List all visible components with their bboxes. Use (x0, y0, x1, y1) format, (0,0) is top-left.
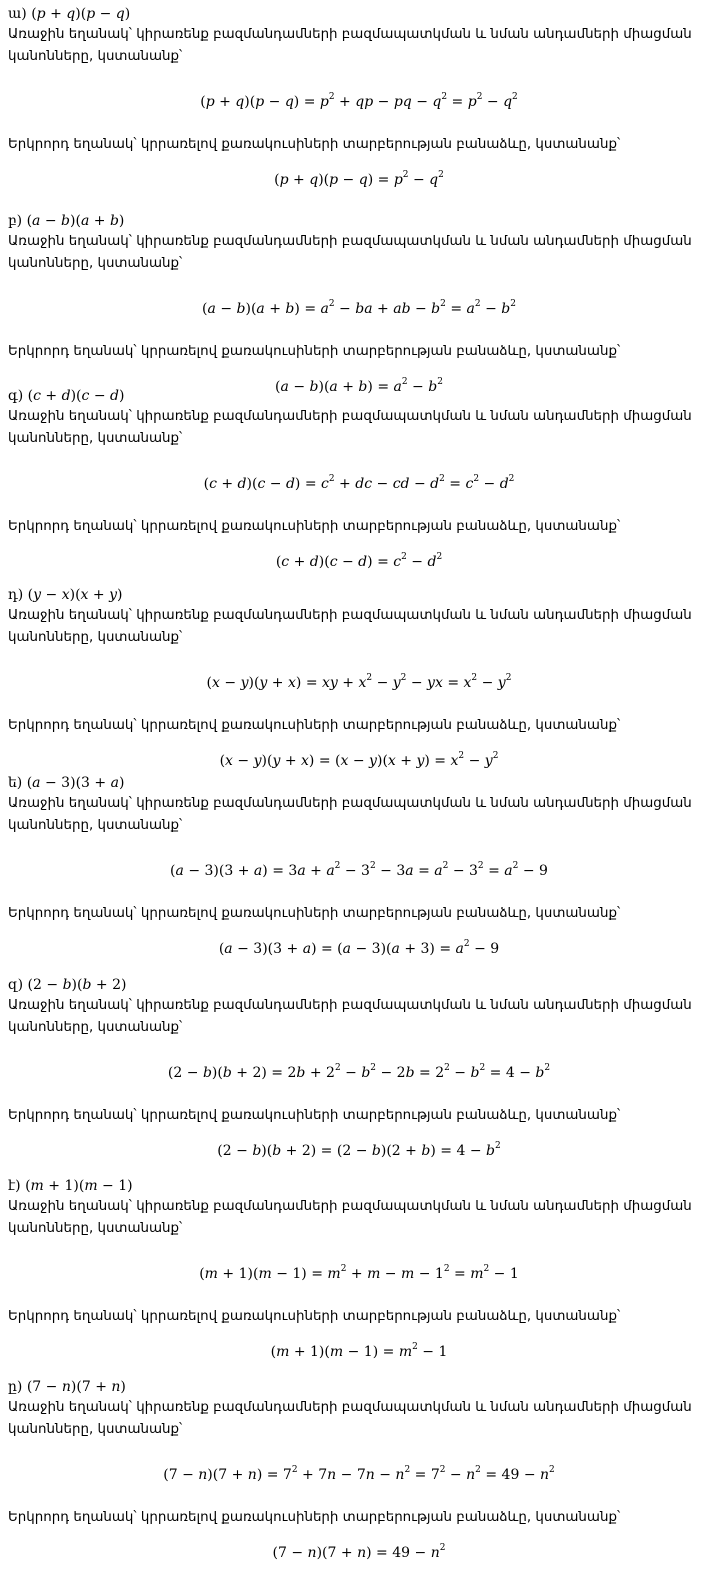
problem-block (0, 387, 718, 587)
method1-intro: Առաջին եղանակ՝ կիրառենք բազմանդամների բազմապատկման և նման անդամների միացման կանոնները, կստանանք՝ (8, 998, 692, 1035)
method1-intro: Առաջին եղանակ՝ կիրառենք բազմանդամների բազմապատկման և նման անդամների միացման կանոնները, կստանանք՝ (8, 27, 692, 64)
problem-heading (8, 976, 126, 994)
problem-label: դ) (8, 587, 28, 603)
problem-block (0, 1177, 718, 1377)
problem-label: բ) (8, 213, 27, 229)
method1-intro: Առաջին եղանակ՝ կիրառենք բազմանդամների բազմապատկման և նման անդամների միացման կանոնները, կստանանք՝ (8, 234, 692, 271)
problem-expression: (7 − n)(7 + n) (26, 1379, 126, 1395)
method1-intro: Առաջին եղանակ՝ կիրառենք բազմանդամների բազմապատկման և նման անդամների միացման կանոնները, կստանանք՝ (8, 796, 692, 833)
method1-equation: $(a - 3)(3 + a) = 3a + a^2 - 3^2 - 3a = a^2 - 3^2 = a^2 - 9$ (170, 861, 548, 879)
method2-equation: $(a - b)(a + b) = a^2 - b^2$ (275, 377, 443, 395)
problem-expression: (c + d)(c − d) (27, 388, 125, 404)
method2-intro: Երկրորդ եղանակ՝ կրրառելով քառակուսիների տարբերության բանաձևը, կստանանք՝ (8, 1510, 621, 1525)
problem-heading (8, 1177, 133, 1195)
method1-intro: Առաջին եղանակ՝ կիրառենք բազմանդամների բազմապատկման և նման անդամների միացման կանոնները, կստանանք՝ (8, 1400, 692, 1437)
problem-expression: (y − x)(x + y) (27, 587, 123, 603)
method2-intro: Երկրորդ եղանակ՝ կրրառելով քառակուսիների տարբերության բանաձևը, կստանանք՝ (8, 906, 621, 921)
problem-label: ա) (8, 6, 32, 22)
problem-heading (8, 774, 124, 792)
method2-intro: Երկրորդ եղանակ՝ կրրառելով քառակուսիների տարբերության բանաձևը, կստանանք՝ (8, 519, 621, 534)
method1-equation: $(2 - b)(b + 2) = 2b + 2^2 - b^2 - 2b = 2^2 - b^2 = 4 - b^2$ (167, 1063, 551, 1081)
method2-equation: $(c + d)(c - d) = c^2 - d^2$ (275, 552, 443, 570)
method1-equation: $(a - b)(a + b) = a^2$ − ba + ab − $b^2 = a^2 - b^2$ (202, 299, 516, 317)
method2-equation: $(7 - n)(7 + n) = 49 - n^2$ (272, 1543, 446, 1561)
problem-block (0, 5, 718, 205)
method1-intro: Առաջին եղանակ՝ կիրառենք բազմանդամների բազմապատկման և նման անդամների միացման կանոնները, կստանանք՝ (8, 1199, 692, 1236)
method1-intro: Առաջին եղանակ՝ կիրառենք բազմանդամների բազմապատկման և նման անդամների միացման կանոնները, կստանանք՝ (8, 608, 692, 645)
method1-equation: $(m + 1)(m - 1) = m^2 + m - m - 1^2 = m^2 - 1$ (199, 1264, 519, 1282)
method2-equation: $(2 - b)(b + 2) = (2 - b)(2 + b) = 4 - b^2$ (217, 1141, 501, 1159)
method1-equation: $(p + q)(p - q) = p^2$ + qp − pq − $q^2 = p^2 - q^2$ (200, 92, 518, 110)
method2-intro: Երկրորդ եղանակ՝ կրրառելով քառակուսիների տարբերության բանաձևը, կստանանք՝ (8, 344, 621, 359)
method1-equation: (x − y)(y + x) = xy + $x^2 - y^2$ − yx = $x^2 - y^2$ (206, 673, 512, 691)
problem-block (0, 212, 718, 412)
problem-expression: (a − b)(a + b) (26, 213, 125, 229)
method2-equation: $(x - y)(y + x) = (x - y)(x + y) = x^2 - y^2$ (219, 751, 499, 769)
problem-expression: (a − 3)(3 + a) (26, 775, 125, 791)
problem-label: գ) (8, 388, 28, 404)
problem-heading (8, 586, 122, 604)
problem-block (0, 976, 718, 1176)
problem-label: ը) (8, 1379, 27, 1395)
method1-equation: $(7 - n)(7 + n) = 7^2 + 7n - 7n - n^2 = 7^2 - n^2 = 49 - n^2$ (163, 1465, 555, 1483)
method2-equation: $(a - 3)(3 + a) = (a - 3)(a + 3) = a^2 - 9$ (218, 939, 500, 957)
problem-expression: (m + 1)(m − 1) (25, 1178, 133, 1194)
method1-intro: Առաջին եղանակ՝ կիրառենք բազմանդամների բազմապատկման և նման անդամների միացման կանոնները, կստանանք՝ (8, 409, 692, 446)
method2-equation: $(m + 1)(m - 1) = m^2 - 1$ (270, 1342, 448, 1360)
problem-label: զ) (8, 977, 28, 993)
method2-intro: Երկրորդ եղանակ՝ կրրառելով քառակուսիների տարբերության բանաձևը, կստանանք՝ (8, 137, 621, 152)
method2-intro: Երկրորդ եղանակ՝ կրրառելով քառակուսիների տարբերության բանաձևը, կստանանք՝ (8, 718, 621, 733)
method2-equation: $(p + q)(p - q) = p^2 - q^2$ (274, 170, 444, 188)
method2-intro: Երկրորդ եղանակ՝ կրրառելով քառակուսիների տարբերության բանաձևը, կստանանք՝ (8, 1309, 621, 1324)
problem-heading (8, 5, 130, 23)
problem-label: ե) (8, 775, 27, 791)
problem-label: է) (8, 1178, 26, 1194)
problem-heading (8, 1378, 126, 1396)
problem-block (0, 1378, 718, 1578)
problem-expression: (2 − b)(b + 2) (27, 977, 127, 993)
problem-block (0, 774, 718, 974)
problem-block (0, 586, 718, 786)
problem-heading (8, 387, 124, 405)
method1-equation: $(c + d)(c - d) = c^2$ + dc − cd − $d^2 = c^2 - d^2$ (203, 474, 515, 492)
method2-intro: Երկրորդ եղանակ՝ կրրառելով քառակուսիների տարբերության բանաձևը, կստանանք՝ (8, 1108, 621, 1123)
problem-expression: (p + q)(p − q) (31, 6, 131, 22)
problem-heading (8, 212, 124, 230)
